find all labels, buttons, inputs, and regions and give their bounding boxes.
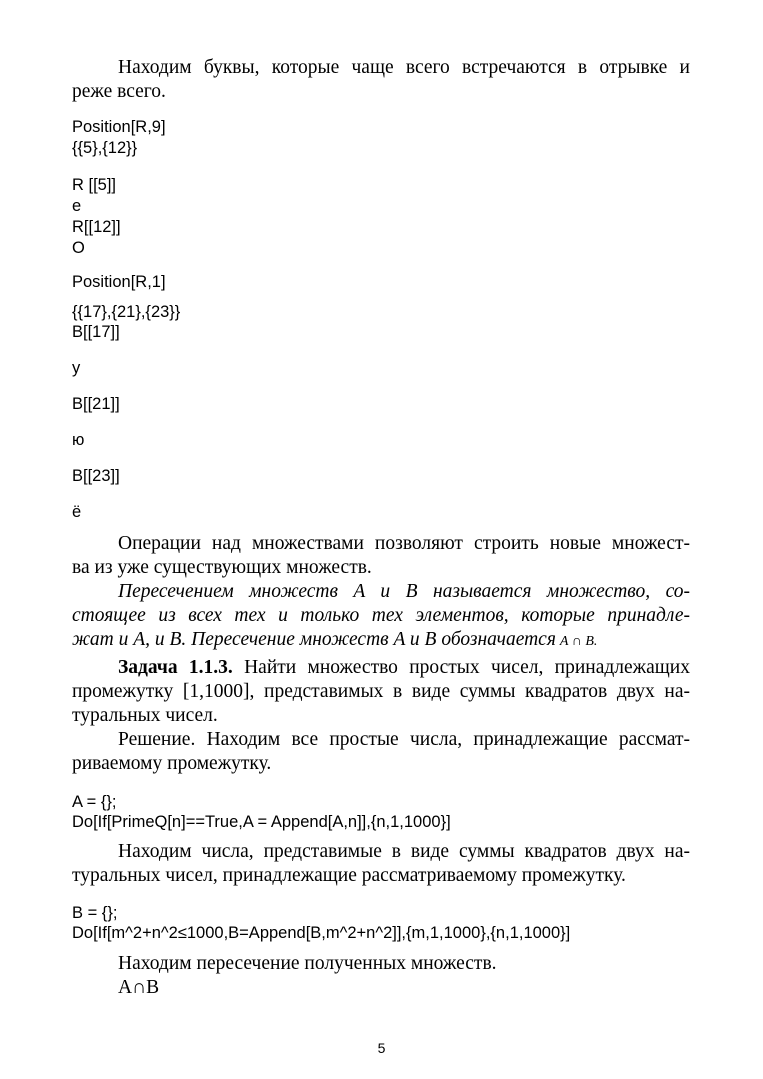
code-line: R [[5]] xyxy=(72,176,117,194)
definition-line-1: Пересечением множеств A и B называется множество, со- xyxy=(118,581,690,602)
intro-line-1: Находим буквы, которые чаще всего встречаются в отрывке и xyxy=(118,57,690,78)
code-line: ё xyxy=(72,503,82,521)
solution-line-2: риваемому промежутку. xyxy=(72,753,272,774)
code-line: B[[23]] xyxy=(72,467,120,485)
code-line: B = {}; xyxy=(72,904,118,922)
definition-line-3 xyxy=(72,628,597,654)
code-line: Position[R,9] xyxy=(72,118,166,136)
code-line: {{17},{21},{23}} xyxy=(72,303,181,321)
solution-line-1: Решение. Находим все простые числа, принадлежащие рассмат- xyxy=(118,729,690,750)
code-line: Do[If[PrimeQ[n]==True,A = Append[A,n]],{n,1,1000}] xyxy=(72,813,451,831)
document-page xyxy=(72,0,690,1079)
code-line: у xyxy=(72,359,81,377)
code-line: О xyxy=(72,239,85,257)
page-number: 5 xyxy=(377,1040,386,1056)
code-line: {{5},{12}} xyxy=(72,139,138,157)
code-line: е xyxy=(72,197,82,215)
code-line: R[[12]] xyxy=(72,218,121,236)
task-line-3: туральных чисел. xyxy=(72,705,218,726)
task-line-2: промежутку [1,1000], представимых в виде суммы квадратов двух на- xyxy=(72,681,690,702)
task-line-1 xyxy=(118,656,690,680)
para3-line-1: Находим пересечение полученных множеств. xyxy=(118,953,497,974)
intro-line-2: реже всего. xyxy=(72,81,166,102)
task-label: Задача 1.1.3. xyxy=(118,657,233,678)
code-line: Do[If[m^2+n^2≤1000,B=Append[B,m^2+n^2]],{m,1,1000},{n,1,1000}] xyxy=(72,924,571,942)
para3-line-2: A∩B xyxy=(118,977,160,998)
definition-line-2: стоящее из всех тех и только тех элементов, которые принадле- xyxy=(72,605,690,626)
ops-line-2: ва из уже существующих множеств. xyxy=(72,557,372,578)
intersection-formula: A ∩ B. xyxy=(559,634,598,649)
para2-line-2: туральных чисел, принадлежащие рассматриваемому промежутку. xyxy=(72,865,626,886)
code-line: B[[21]] xyxy=(72,395,120,413)
task-line-1-text: Найти множество простых чисел, принадлежащих xyxy=(244,657,690,678)
code-line: Position[R,1] xyxy=(72,273,166,291)
code-line: A = {}; xyxy=(72,793,117,811)
code-line: B[[17]] xyxy=(72,323,120,341)
para2-line-1: Находим числа, представимые в виде суммы квадратов двух на- xyxy=(118,841,690,862)
definition-line-3-text: жат и A, и B. Пересечение множеств A и B обозначается xyxy=(72,629,556,650)
ops-line-1: Операции над множествами позволяют строить новые множест- xyxy=(118,533,690,554)
code-line: ю xyxy=(72,431,85,449)
